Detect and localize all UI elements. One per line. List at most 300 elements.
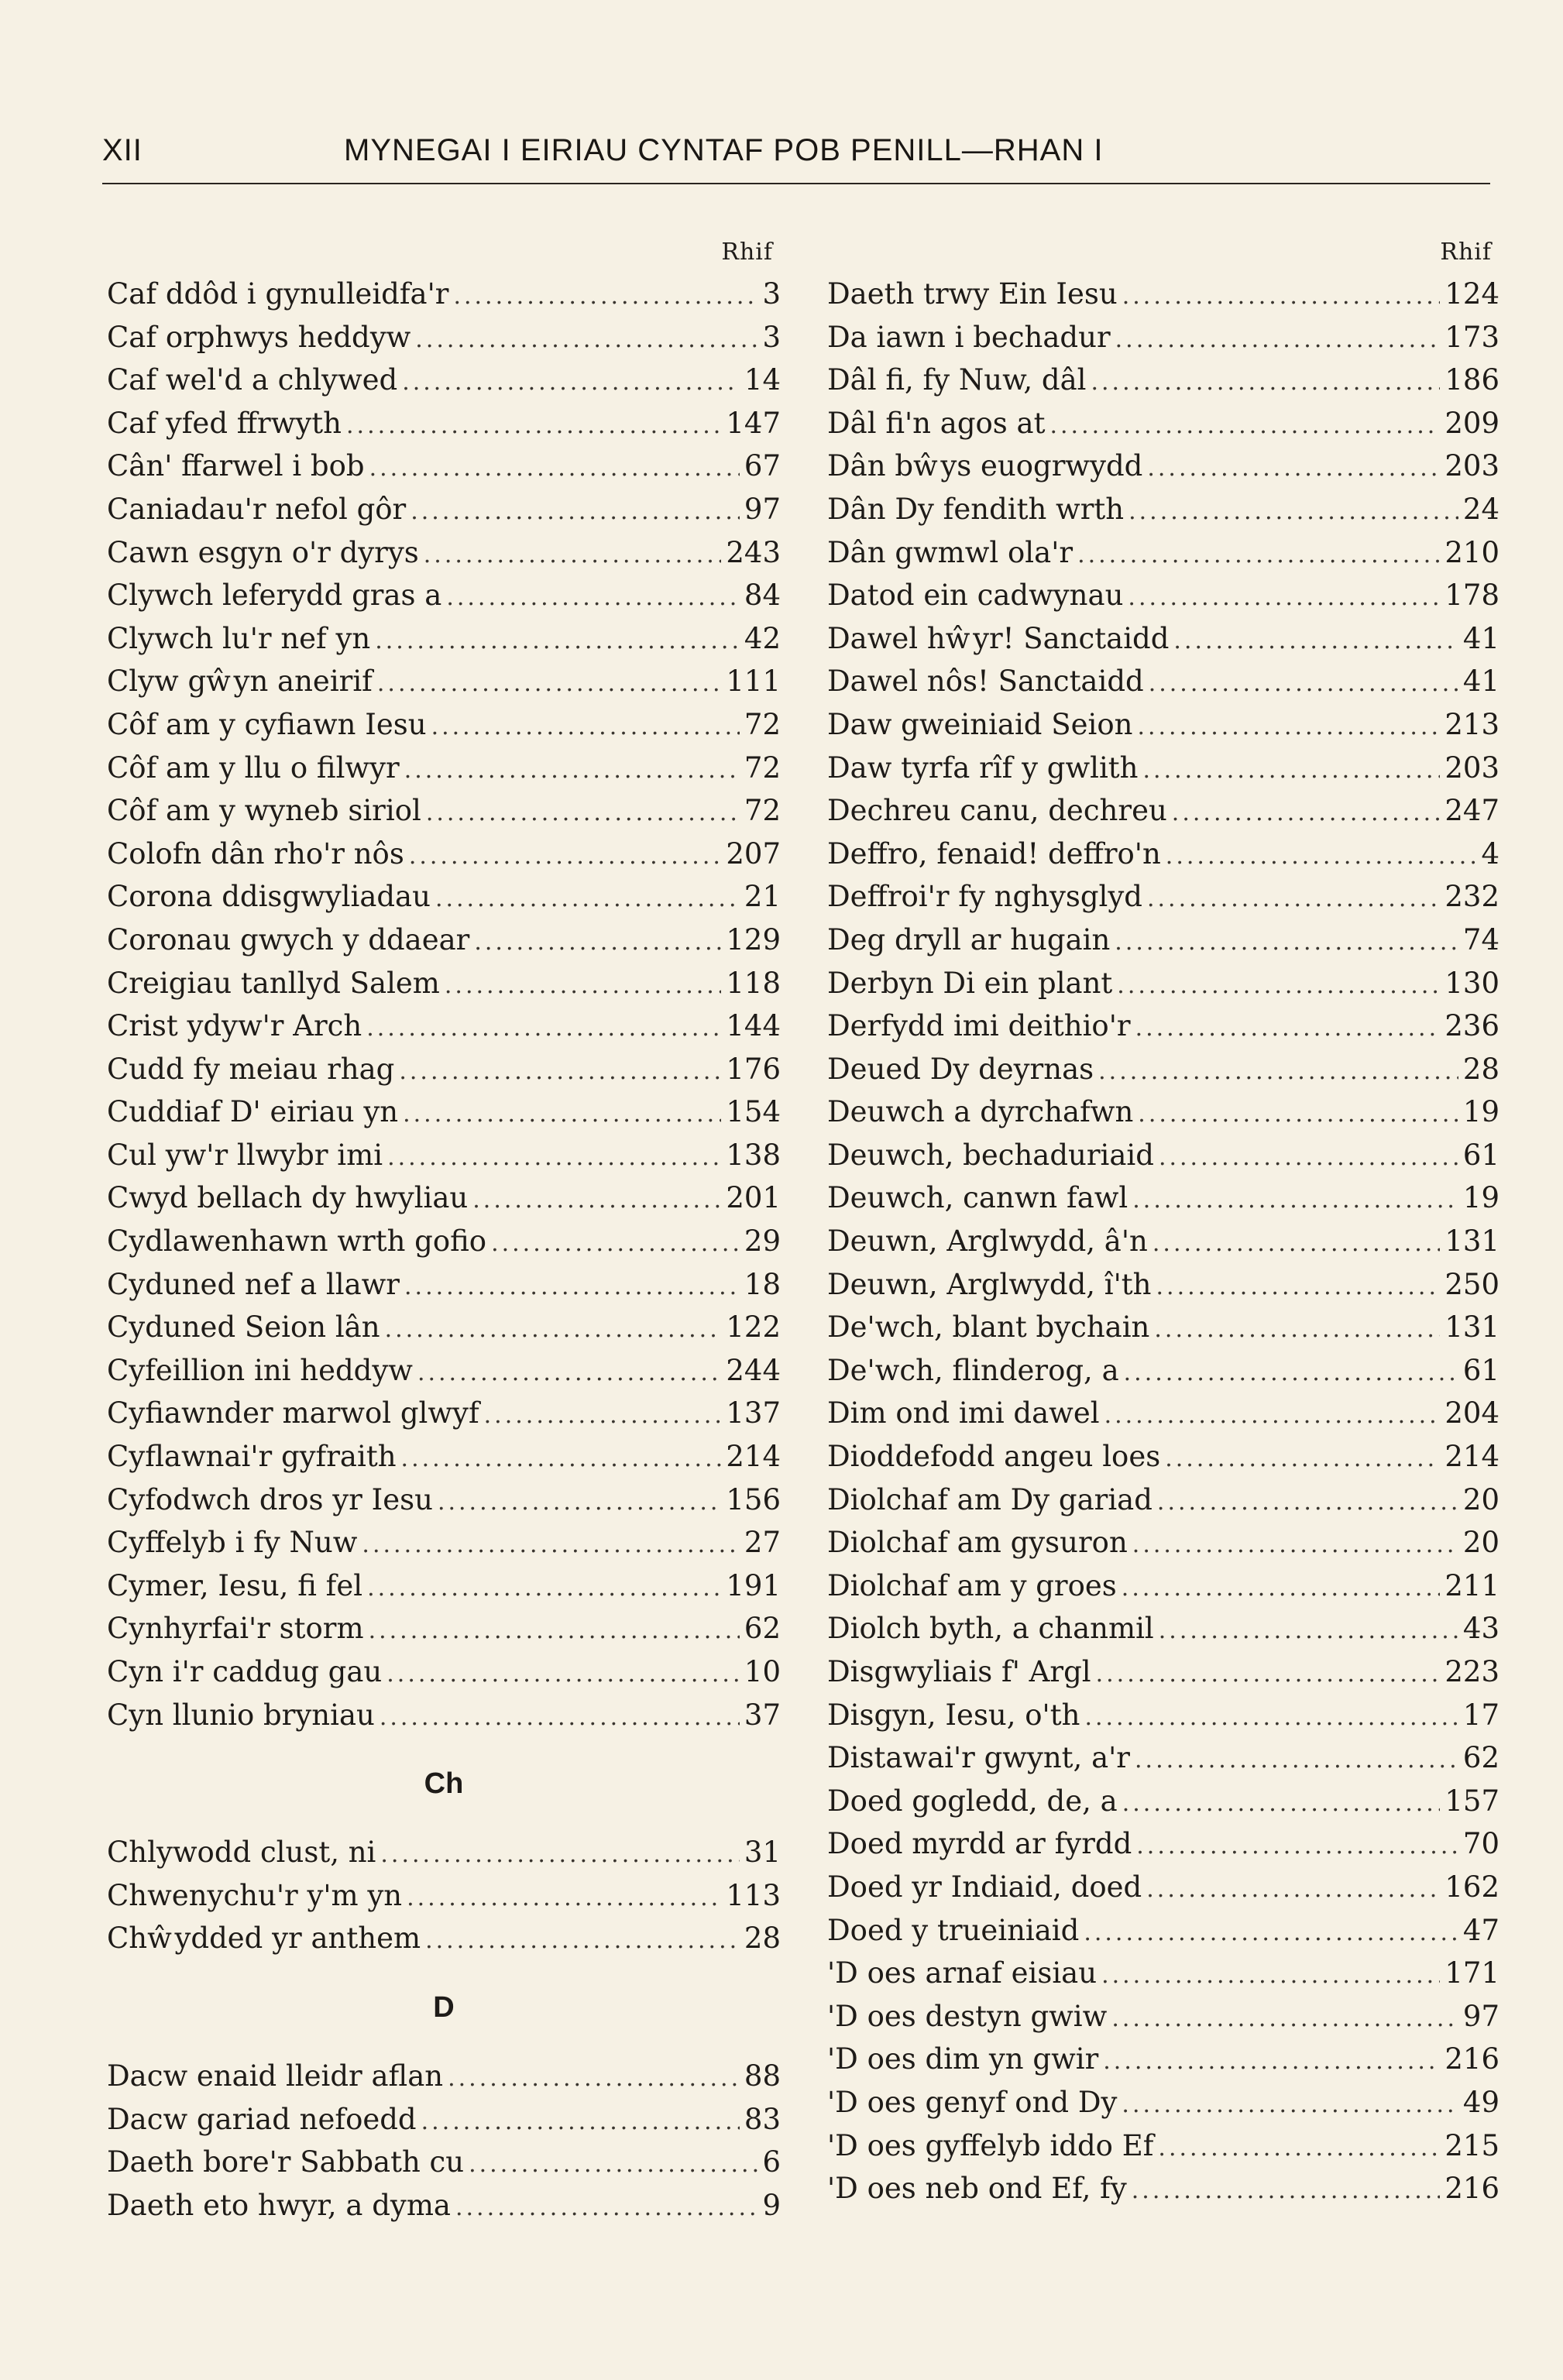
- hymn-number: 214: [726, 1440, 781, 1474]
- entry-first-line: Diolch byth, a chanmil: [827, 1612, 1154, 1646]
- hymn-number: 47: [1462, 1913, 1499, 1947]
- entry-first-line: Dân Dy fendith wrth: [827, 492, 1125, 526]
- hymn-number: 18: [744, 1267, 781, 1301]
- leader-dots: [1122, 1567, 1441, 1610]
- leader-dots: [1156, 1266, 1441, 1309]
- hymn-number: 247: [1444, 794, 1499, 828]
- index-entry: [827, 1995, 1499, 2038]
- hymn-number: 72: [744, 794, 781, 828]
- entry-first-line: Daeth eto hwyr, a dyma: [107, 2188, 451, 2222]
- leader-dots: [366, 1007, 721, 1050]
- hymn-number: 62: [1462, 1741, 1499, 1775]
- index-entry: [827, 1220, 1499, 1263]
- hymn-number: 113: [726, 1878, 781, 1912]
- index-entry: [827, 402, 1499, 445]
- index-entry: [827, 273, 1499, 316]
- index-entry: [107, 617, 781, 661]
- entry-first-line: Cyn i'r caddug gau: [107, 1655, 383, 1688]
- hymn-number: 20: [1462, 1526, 1499, 1560]
- index-entry: [827, 1478, 1499, 1522]
- section-heading-ch: Ch: [424, 1767, 464, 1801]
- entry-first-line: Côf am y cyfiawn Iesu: [107, 707, 427, 741]
- hymn-number: 178: [1444, 579, 1499, 613]
- entry-first-line: Chwenychu'r y'm yn: [107, 1878, 403, 1912]
- entry-first-line: Cyfodwch dros yr Iesu: [107, 1482, 433, 1516]
- leader-dots: [448, 2057, 740, 2100]
- entry-first-line: Caf ddôd i gynulleidfa'r: [107, 277, 449, 311]
- entry-first-line: Daw tyrfa rîf y gwlith: [827, 750, 1139, 785]
- leader-dots: [415, 318, 757, 362]
- leader-dots: [1165, 1437, 1440, 1481]
- hymn-number: 19: [1462, 1181, 1499, 1215]
- entry-first-line: Clyw gŵyn aneirif: [107, 665, 373, 699]
- hymn-number: 207: [726, 836, 781, 871]
- entry-first-line: Daeth trwy Ein Iesu: [827, 277, 1118, 311]
- page-title: MYNEGAI I EIRIAU CYNTAF POB PENILL—RHAN I: [344, 133, 1104, 167]
- leader-dots: [1159, 1136, 1458, 1180]
- hymn-number: 214: [1444, 1440, 1499, 1474]
- hymn-number: 124: [1444, 277, 1499, 311]
- leader-dots: [369, 1609, 740, 1653]
- left-column: [107, 239, 781, 2227]
- hymn-number: 210: [1444, 535, 1499, 569]
- hymn-number: 72: [744, 750, 781, 785]
- leader-dots: [455, 2186, 757, 2230]
- index-entry: [107, 1176, 781, 1220]
- leader-dots: [1132, 1179, 1458, 1222]
- index-entry: [827, 1392, 1499, 1435]
- index-entry: [827, 531, 1499, 575]
- entry-first-line: 'D oes destyn gwiw: [827, 1999, 1108, 2033]
- entry-first-line: Derbyn Di ein plant: [827, 966, 1113, 1000]
- hymn-number: 131: [1444, 1224, 1499, 1259]
- hymn-number: 122: [726, 1310, 781, 1345]
- entry-first-line: Doed yr Indiaid, doed: [827, 1870, 1142, 1904]
- hymn-number: 29: [744, 1224, 781, 1259]
- entry-first-line: Doed myrdd ar fyrdd: [827, 1827, 1132, 1861]
- leader-dots: [1137, 706, 1440, 749]
- hymn-number: 37: [744, 1698, 781, 1732]
- entry-first-line: Deuwch, canwn fawl: [827, 1181, 1128, 1215]
- index-entry: [107, 1521, 781, 1564]
- leader-dots: [386, 1653, 740, 1696]
- index-list: [107, 1831, 781, 1960]
- index-entry: [107, 574, 781, 617]
- leader-dots: [1122, 2083, 1458, 2127]
- hymn-number: 157: [1444, 1784, 1499, 1818]
- leader-dots: [346, 404, 721, 448]
- index-entry: [827, 617, 1499, 661]
- hymn-number: 21: [744, 880, 781, 914]
- index-entry: [827, 833, 1499, 876]
- entry-first-line: Caniadau'r nefol gôr: [107, 492, 407, 526]
- hymn-number: 171: [1444, 1956, 1499, 1990]
- leader-dots: [369, 447, 740, 490]
- entry-first-line: Côf am y wyneb siriol: [107, 794, 421, 828]
- leader-dots: [1049, 404, 1440, 448]
- right-column: [827, 239, 1499, 2210]
- leader-dots: [409, 835, 722, 878]
- hymn-number: 244: [726, 1353, 781, 1387]
- entry-first-line: Dâl fi, fy Nuw, dâl: [827, 363, 1087, 397]
- hymn-number: 232: [1444, 880, 1499, 914]
- entry-first-line: Côf am y llu o filwyr: [107, 750, 400, 785]
- index-entry: [827, 1736, 1499, 1780]
- entry-first-line: Diolchaf am Dy gariad: [827, 1482, 1152, 1516]
- entry-first-line: Deuwn, Arglwydd, â'n: [827, 1224, 1148, 1259]
- leader-dots: [1146, 1868, 1440, 1911]
- index-entry: [107, 1435, 781, 1478]
- entry-first-line: Coronau gwych y ddaear: [107, 922, 470, 956]
- leader-dots: [404, 1266, 740, 1309]
- hymn-number: 211: [1444, 1568, 1499, 1602]
- leader-dots: [1115, 318, 1441, 362]
- leader-dots: [484, 1394, 722, 1437]
- hymn-number: 41: [1462, 665, 1499, 699]
- hymn-number: 118: [726, 966, 781, 1000]
- entry-first-line: Datod ein cadwynau: [827, 579, 1124, 613]
- column-heading: Rhif: [721, 239, 773, 266]
- entry-first-line: 'D oes dim yn gwir: [827, 2042, 1099, 2076]
- entry-first-line: Da iawn i bechadur: [827, 320, 1111, 354]
- index-entry: [107, 359, 781, 402]
- hymn-number: 88: [744, 2059, 781, 2093]
- hymn-number: 10: [744, 1655, 781, 1688]
- index-entry: [107, 833, 781, 876]
- hymn-number: 137: [726, 1396, 781, 1430]
- index-entry: [827, 1909, 1499, 1952]
- leader-dots: [402, 361, 740, 404]
- entry-first-line: Diolchaf am gysuron: [827, 1526, 1128, 1560]
- entry-first-line: Deuwch, bechaduriaid: [827, 1138, 1154, 1172]
- hymn-number: 62: [744, 1612, 781, 1646]
- index-entry: [827, 703, 1499, 747]
- leader-dots: [1124, 1351, 1458, 1395]
- entry-first-line: Dechreu canu, dechreu: [827, 794, 1167, 828]
- index-entry: [107, 962, 781, 1005]
- entry-first-line: Cynhyrfai'r storm: [107, 1612, 364, 1646]
- leader-dots: [411, 490, 740, 534]
- hymn-number: 14: [744, 363, 781, 397]
- index-entry: [107, 1874, 781, 1918]
- hymn-number: 191: [726, 1568, 781, 1602]
- leader-dots: [407, 1877, 721, 1920]
- index-entry: [107, 875, 781, 919]
- entry-first-line: Daw gweiniaid Seion: [827, 707, 1133, 741]
- leader-dots: [1077, 534, 1440, 577]
- index-entry: [827, 1435, 1499, 1478]
- index-list: [827, 273, 1499, 2210]
- hymn-number: 129: [726, 922, 781, 956]
- leader-dots: [425, 1919, 740, 1963]
- leader-dots: [401, 1437, 722, 1481]
- leader-dots: [1135, 1739, 1458, 1782]
- index-entry: [827, 789, 1499, 833]
- leader-dots: [1147, 447, 1440, 490]
- leader-dots: [1122, 275, 1441, 318]
- hymn-number: 67: [744, 449, 781, 483]
- hymn-number: 203: [1444, 449, 1499, 483]
- entry-first-line: De'wch, flinderog, a: [827, 1353, 1119, 1387]
- leader-dots: [1084, 1696, 1458, 1739]
- hymn-number: 154: [726, 1095, 781, 1129]
- entry-first-line: Cydlawenhawn wrth gofio: [107, 1224, 487, 1259]
- page-number: XII: [102, 133, 143, 167]
- entry-first-line: Clywch leferydd gras a: [107, 579, 442, 613]
- leader-dots: [421, 2100, 740, 2144]
- index-entry: [827, 1650, 1499, 1694]
- index-entry: [107, 1349, 781, 1393]
- hymn-number: 3: [762, 277, 781, 311]
- hymn-number: 74: [1462, 922, 1499, 956]
- entry-first-line: Crist ydyw'r Arch: [107, 1009, 362, 1043]
- hymn-number: 243: [726, 535, 781, 569]
- hymn-number: 138: [726, 1138, 781, 1172]
- entry-first-line: Cyffelyb i fy Nuw: [107, 1526, 358, 1560]
- entry-first-line: 'D oes genyf ond Dy: [827, 2085, 1118, 2119]
- hymn-number: 147: [726, 406, 781, 440]
- hymn-number: 250: [1444, 1267, 1499, 1301]
- leader-dots: [1157, 1481, 1458, 1524]
- entry-first-line: 'D oes neb ond Ef, fy: [827, 2172, 1127, 2206]
- index-entry: [107, 2141, 781, 2184]
- hymn-number: 201: [726, 1181, 781, 1215]
- entry-first-line: Cul yw'r llwybr imi: [107, 1138, 383, 1172]
- leader-dots: [377, 662, 722, 706]
- leader-dots: [453, 275, 757, 318]
- leader-dots: [426, 792, 740, 835]
- leader-dots: [1098, 1050, 1458, 1094]
- index-entry: [107, 531, 781, 575]
- entry-first-line: De'wch, blant bychain: [827, 1310, 1150, 1345]
- section-heading-d: D: [433, 1990, 455, 2024]
- index-entry: [827, 1090, 1499, 1134]
- hymn-number: 28: [1462, 1052, 1499, 1086]
- leader-dots: [399, 1050, 721, 1094]
- entry-first-line: Deuwch a dyrchafwn: [827, 1095, 1134, 1129]
- entry-first-line: Dawel nôs! Sanctaidd: [827, 665, 1144, 699]
- entry-first-line: Cudd fy meiau rhag: [107, 1052, 395, 1086]
- index-entry: [107, 1263, 781, 1307]
- entry-first-line: Chŵydded yr anthem: [107, 1922, 421, 1956]
- entry-first-line: Dâl fi'n agos at: [827, 406, 1046, 440]
- leader-dots: [367, 1567, 721, 1610]
- leader-dots: [1149, 662, 1458, 706]
- leader-dots: [1091, 361, 1440, 404]
- hymn-number: 223: [1444, 1655, 1499, 1688]
- entry-first-line: Cyflawnai'r gyfraith: [107, 1440, 397, 1474]
- index-entry: [107, 1005, 781, 1048]
- index-entry: [107, 1917, 781, 1960]
- index-entry: [827, 1176, 1499, 1220]
- entry-first-line: Caf wel'd a chlywed: [107, 363, 398, 397]
- entry-first-line: Daeth bore'r Sabbath cu: [107, 2145, 465, 2179]
- leader-dots: [404, 749, 740, 792]
- entry-first-line: Dacw gariad nefoedd: [107, 2102, 417, 2136]
- index-list: [107, 273, 781, 1736]
- entry-first-line: Dioddefodd angeu loes: [827, 1440, 1161, 1474]
- index-entry: [107, 2055, 781, 2098]
- hymn-number: 144: [726, 1009, 781, 1043]
- index-entry: [107, 2098, 781, 2141]
- leader-dots: [491, 1222, 740, 1266]
- entry-first-line: Distawai'r gwynt, a'r: [827, 1741, 1130, 1775]
- hymn-number: 186: [1444, 363, 1499, 397]
- index-list: [107, 2055, 781, 2227]
- index-entry: [107, 1478, 781, 1522]
- entry-first-line: Cuddiaf D' eiriau yn: [107, 1095, 399, 1129]
- index-entry: [827, 1694, 1499, 1737]
- hymn-number: 111: [726, 665, 781, 699]
- hymn-number: 213: [1444, 707, 1499, 741]
- entry-first-line: Deffro, fenaid! deffro'n: [827, 836, 1161, 871]
- entry-first-line: Disgyn, Iesu, o'th: [827, 1698, 1080, 1732]
- index-entry: [107, 703, 781, 747]
- index-entry: [107, 1048, 781, 1091]
- leader-dots: [1136, 1825, 1458, 1868]
- leader-dots: [417, 1351, 721, 1395]
- index-entry: [107, 1694, 781, 1737]
- index-entry: [827, 747, 1499, 790]
- leader-dots: [1138, 1093, 1458, 1136]
- hymn-number: 41: [1462, 621, 1499, 655]
- index-entry: [827, 1822, 1499, 1866]
- index-entry: [827, 962, 1499, 1005]
- index-entry: [827, 574, 1499, 617]
- index-entry: [827, 2038, 1499, 2081]
- leader-dots: [438, 1481, 721, 1524]
- entry-first-line: Deuwn, Arglwydd, î'th: [827, 1267, 1152, 1301]
- index-entry: [827, 2167, 1499, 2210]
- header-rule: [102, 183, 1490, 184]
- index-entry: [107, 1831, 781, 1874]
- index-entry: [107, 316, 781, 359]
- leader-dots: [445, 964, 721, 1008]
- hymn-number: 6: [762, 2145, 781, 2179]
- index-entry: [827, 1263, 1499, 1307]
- leader-dots: [1154, 1308, 1440, 1351]
- hymn-number: 4: [1481, 836, 1499, 871]
- leader-dots: [380, 1696, 740, 1739]
- index-entry: [827, 1564, 1499, 1608]
- index-entry: [827, 445, 1499, 488]
- hymn-number: 42: [744, 621, 781, 655]
- index-entry: [107, 1564, 781, 1608]
- leader-dots: [1128, 490, 1458, 534]
- leader-dots: [1173, 620, 1458, 663]
- entry-first-line: Cyfeillion ini heddyw: [107, 1353, 413, 1387]
- entry-first-line: Dân bŵys euogrwydd: [827, 449, 1143, 483]
- index-entry: [107, 660, 781, 703]
- hymn-number: 131: [1444, 1310, 1499, 1345]
- column-heading: Rhif: [1440, 239, 1492, 266]
- hymn-number: 72: [744, 707, 781, 741]
- index-entry: [827, 1952, 1499, 1995]
- leader-dots: [1103, 2040, 1440, 2083]
- leader-dots: [1166, 835, 1477, 878]
- index-entry: [827, 316, 1499, 359]
- leader-dots: [1115, 921, 1458, 964]
- hymn-number: 216: [1444, 2042, 1499, 2076]
- entry-first-line: Creigiau tanllyd Salem: [107, 966, 440, 1000]
- hymn-number: 173: [1444, 320, 1499, 354]
- index-entry: [827, 1780, 1499, 1823]
- index-entry: [827, 1866, 1499, 1909]
- index-entry: [107, 1306, 781, 1349]
- hymn-number: 84: [744, 579, 781, 613]
- hymn-number: 83: [744, 2102, 781, 2136]
- index-entry: [827, 1306, 1499, 1349]
- entry-first-line: Cyfiawnder marwol glwyf: [107, 1396, 479, 1430]
- hymn-number: 70: [1462, 1827, 1499, 1861]
- entry-first-line: Caf orphwys heddyw: [107, 320, 411, 354]
- entry-first-line: Doed y trueiniaid: [827, 1913, 1080, 1947]
- hymn-number: 176: [726, 1052, 781, 1086]
- index-entry: [107, 488, 781, 531]
- index-entry: [107, 1392, 781, 1435]
- index-entry: [107, 402, 781, 445]
- leader-dots: [1158, 2127, 1440, 2170]
- leader-dots: [385, 1308, 722, 1351]
- leader-dots: [1132, 1523, 1458, 1567]
- entry-first-line: Disgwyliais f' Argl: [827, 1655, 1091, 1688]
- leader-dots: [1101, 1954, 1440, 1997]
- index-entry: [827, 1134, 1499, 1177]
- leader-dots: [1159, 1609, 1458, 1653]
- hymn-number: 28: [744, 1922, 781, 1956]
- index-entry: [827, 1005, 1499, 1048]
- index-entry: [827, 660, 1499, 703]
- entry-first-line: Cyduned nef a llawr: [107, 1267, 400, 1301]
- entry-first-line: Chlywodd clust, ni: [107, 1836, 376, 1870]
- hymn-number: 49: [1462, 2085, 1499, 2119]
- entry-first-line: Dân gwmwl ola'r: [827, 535, 1073, 569]
- entry-first-line: 'D oes gyffelyb iddo Ef: [827, 2128, 1154, 2162]
- index-entry: [107, 919, 781, 962]
- index-entry: [827, 488, 1499, 531]
- leader-dots: [1104, 1394, 1441, 1437]
- index-entry: [107, 445, 781, 488]
- entry-first-line: Cân' ffarwel i bob: [107, 449, 365, 483]
- leader-dots: [472, 1179, 721, 1222]
- leader-dots: [362, 1523, 739, 1567]
- hymn-number: 204: [1444, 1396, 1499, 1430]
- entry-first-line: Cwyd bellach dy hwyliau: [107, 1181, 469, 1215]
- leader-dots: [446, 576, 740, 620]
- hymn-number: 31: [744, 1836, 781, 1870]
- index-entry: [827, 919, 1499, 962]
- hymn-number: 27: [744, 1526, 781, 1560]
- leader-dots: [1117, 964, 1440, 1008]
- index-entry: [827, 2081, 1499, 2124]
- hymn-number: 216: [1444, 2172, 1499, 2206]
- leader-dots: [1147, 877, 1440, 921]
- entry-first-line: Doed gogledd, de, a: [827, 1784, 1118, 1818]
- entry-first-line: Corona ddisgwyliadau: [107, 880, 431, 914]
- entry-first-line: Colofn dân rho'r nôs: [107, 836, 404, 871]
- leader-dots: [1132, 2169, 1441, 2213]
- entry-first-line: Dim ond imi dawel: [827, 1396, 1100, 1430]
- leader-dots: [1122, 1782, 1441, 1825]
- hymn-number: 209: [1444, 406, 1499, 440]
- index-entry: [107, 1134, 781, 1177]
- entry-first-line: Dacw enaid lleidr aflan: [107, 2059, 444, 2093]
- index-entry: [107, 1650, 781, 1694]
- entry-first-line: Deued Dy deyrnas: [827, 1052, 1094, 1086]
- hymn-number: 61: [1462, 1353, 1499, 1387]
- leader-dots: [1152, 1222, 1441, 1266]
- leader-dots: [469, 2143, 757, 2186]
